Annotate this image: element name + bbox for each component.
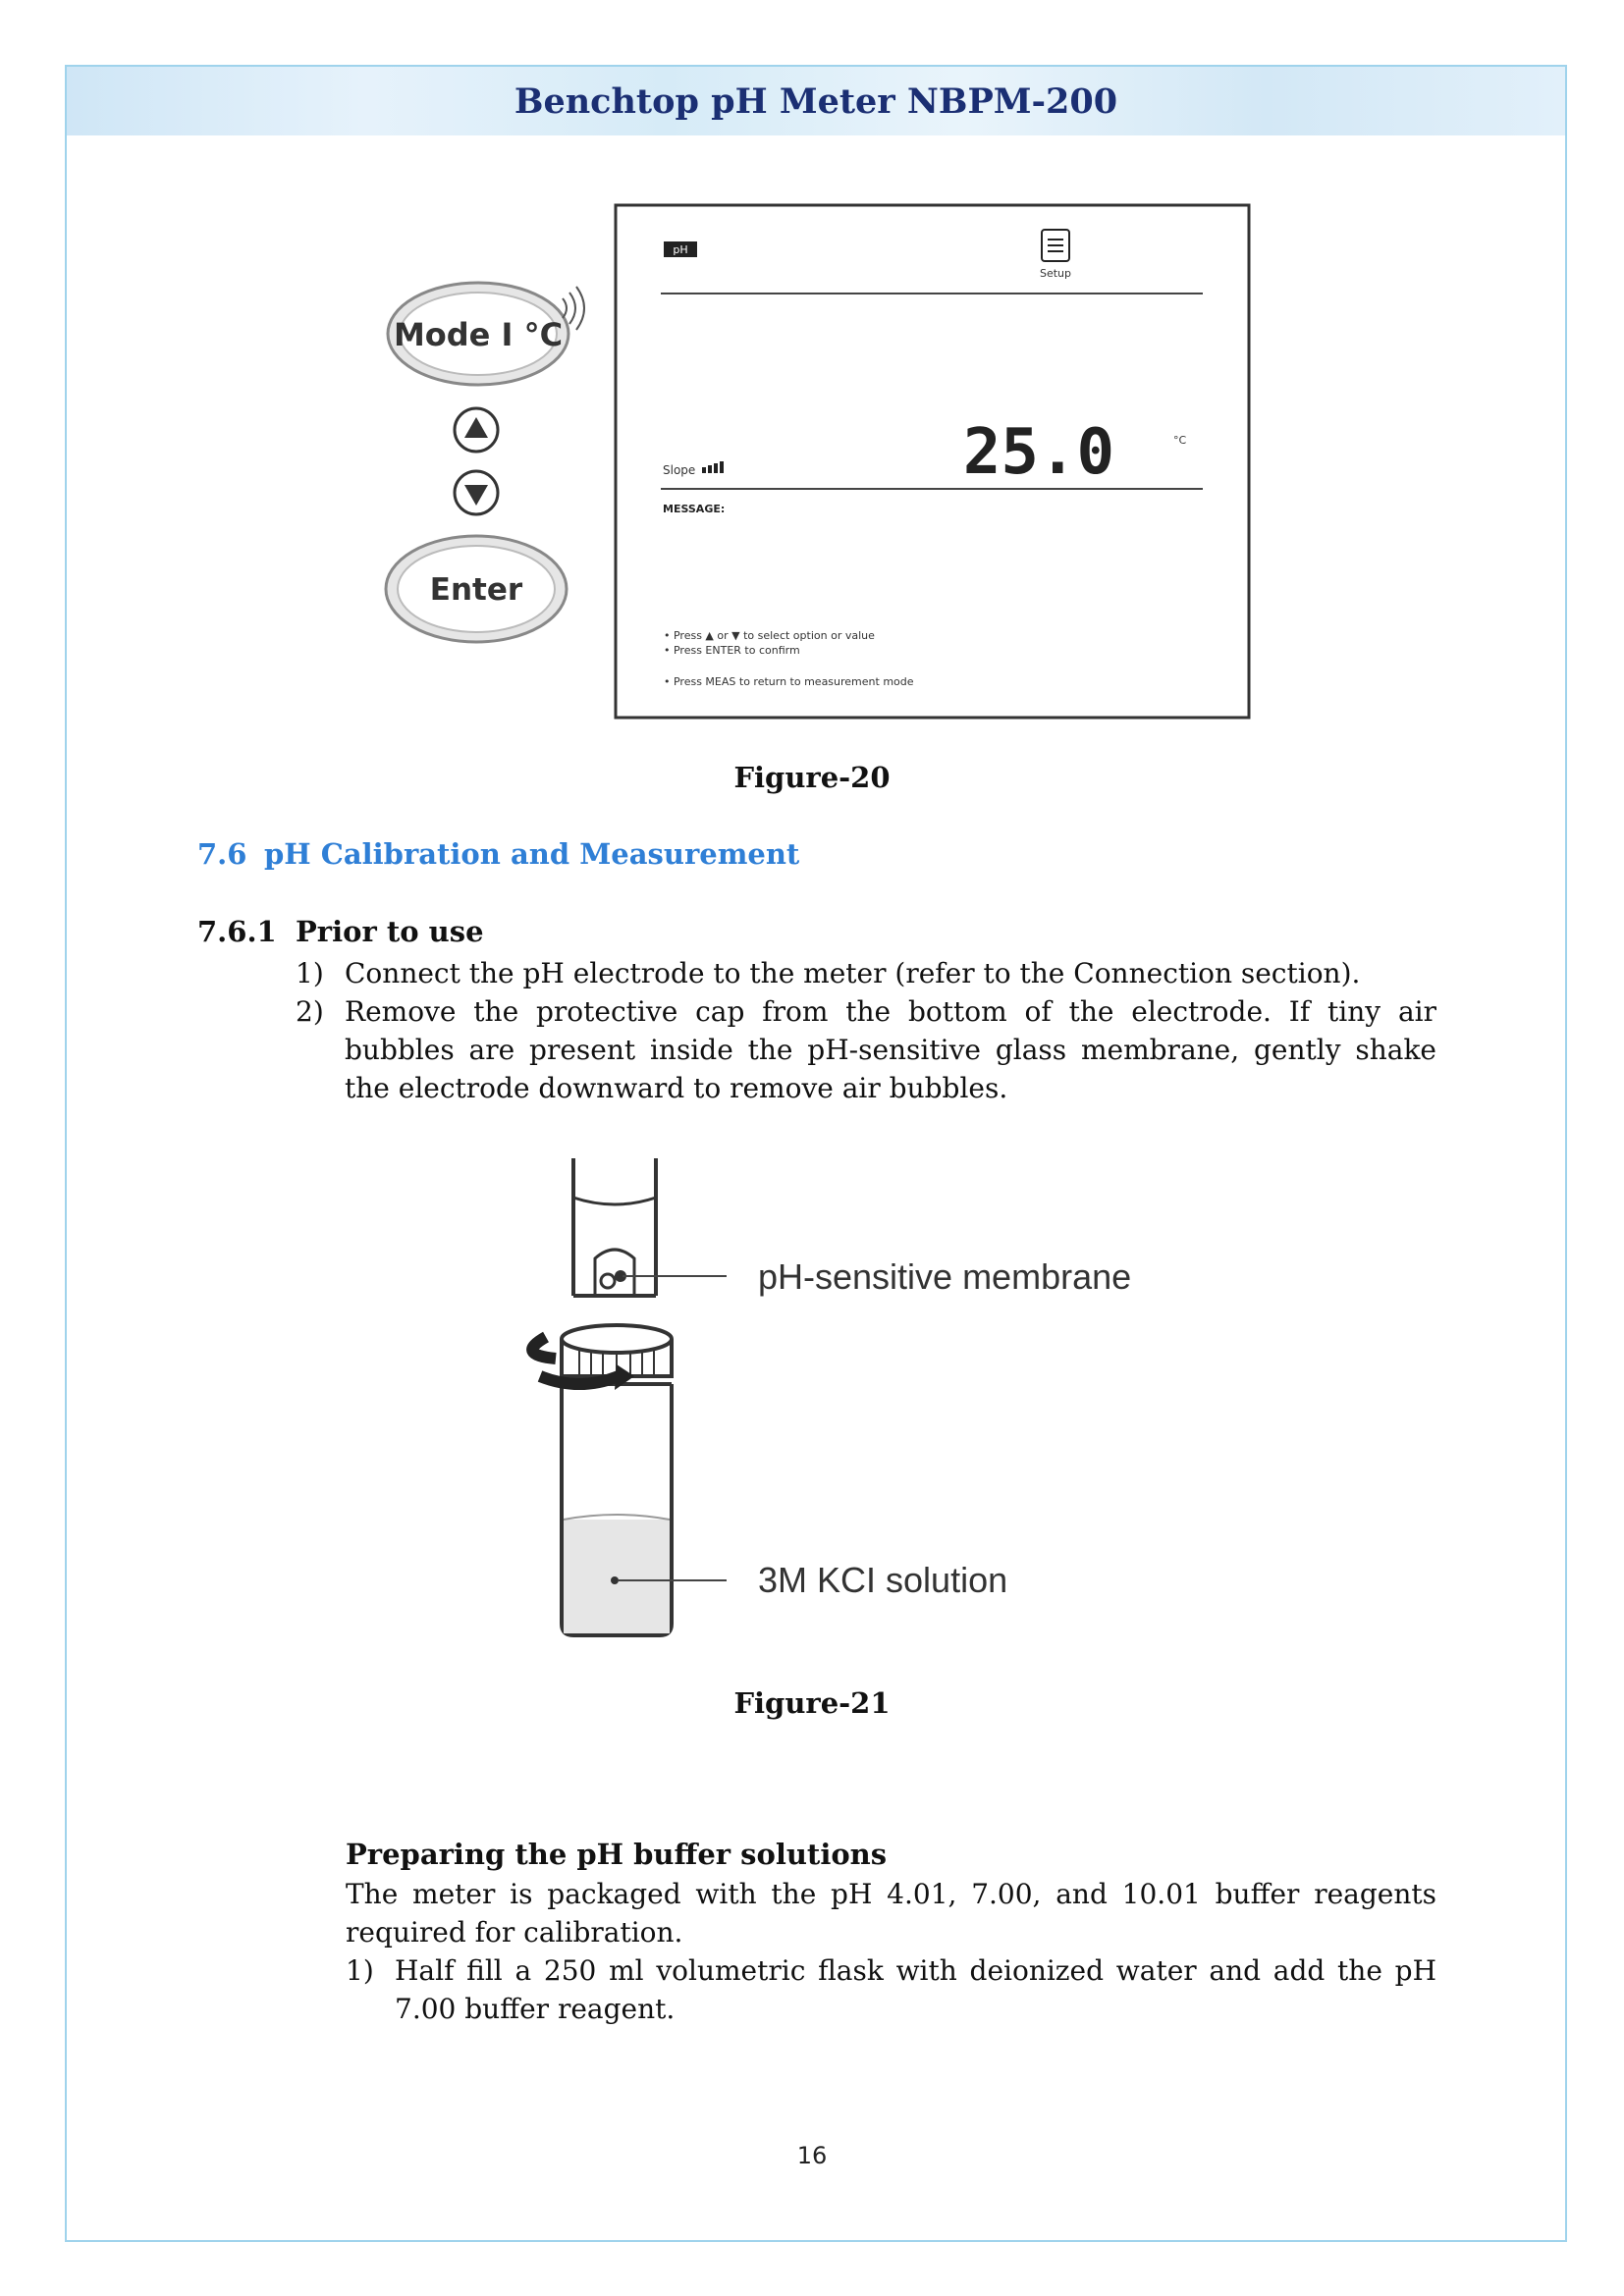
lcd-instruction: • Press ▲ or ▼ to select option or value (664, 629, 875, 642)
down-arrow-icon (455, 471, 498, 514)
lcd-mode-tag: pH (673, 243, 688, 256)
figure-20 (373, 196, 1257, 731)
solution-point (611, 1576, 619, 1584)
buffer-heading: Preparing the pH buffer solutions (346, 1838, 888, 1871)
figure-21-caption: Figure-21 (733, 1686, 891, 1720)
mode-button-illustration (388, 283, 568, 385)
lcd-setup-label: Setup (1039, 267, 1072, 280)
mode-button-label: Mode I °C (393, 316, 564, 353)
document-title: Benchtop pH Meter NBPM-200 (514, 80, 1118, 122)
solution-surface (564, 1515, 670, 1520)
setup-icon (1042, 230, 1069, 261)
figure-21 (491, 1148, 1178, 1649)
solution-label: 3M KCI solution (758, 1560, 1008, 1600)
list-marker: 1) (346, 1954, 374, 1987)
header-band (67, 67, 1565, 135)
membrane-label: pH-sensitive membrane (758, 1256, 1132, 1297)
subsection-heading (197, 915, 484, 948)
figure-20-caption: Figure-20 (733, 761, 891, 794)
lcd-unit: °C (1173, 434, 1187, 447)
lcd-slope-label: Slope (663, 463, 696, 477)
kcl-solution-fill (564, 1520, 670, 1633)
list-item (296, 954, 1436, 992)
enter-button-label: Enter (429, 572, 523, 608)
list-text: Half fill a 250 ml volumetric flask with deionized water and add the pH 7.00 buffer reagent. (395, 1954, 1436, 2025)
section-heading (197, 837, 799, 871)
list-text: Remove the protective cap from the bottom of the electrode. If tiny air bubbles are present inside the pH-sensitive glass membrane, gently shake the electrode downward to remove air bubbles. (345, 995, 1436, 1104)
enter-button-illustration (386, 536, 567, 642)
lcd-message-label: MESSAGE: (663, 503, 726, 515)
list-marker: 2) (296, 995, 324, 1028)
subsection-number: 7.6.1 (197, 915, 277, 948)
buffer-intro: The meter is packaged with the pH 4.01, 7.00, and 10.01 buffer reagents required for calibration. (346, 1878, 1436, 1949)
list-item (296, 992, 1436, 1107)
list-marker: 1) (296, 957, 324, 989)
lcd-screen (616, 205, 1249, 718)
subsection-title: Prior to use (296, 915, 484, 948)
section-title: pH Calibration and Measurement (264, 837, 800, 871)
lcd-instruction: • Press ENTER to confirm (664, 644, 800, 657)
section-number: 7.6 (197, 837, 247, 871)
list-item (346, 1951, 1436, 2028)
page-number: 16 (796, 2142, 828, 2169)
lcd-instruction: • Press MEAS to return to measurement mode (664, 675, 914, 688)
lcd-reading: 25.0 (962, 416, 1114, 489)
up-arrow-icon (455, 408, 498, 452)
list-text: Connect the pH electrode to the meter (refer to the Connection section). (345, 957, 1361, 989)
